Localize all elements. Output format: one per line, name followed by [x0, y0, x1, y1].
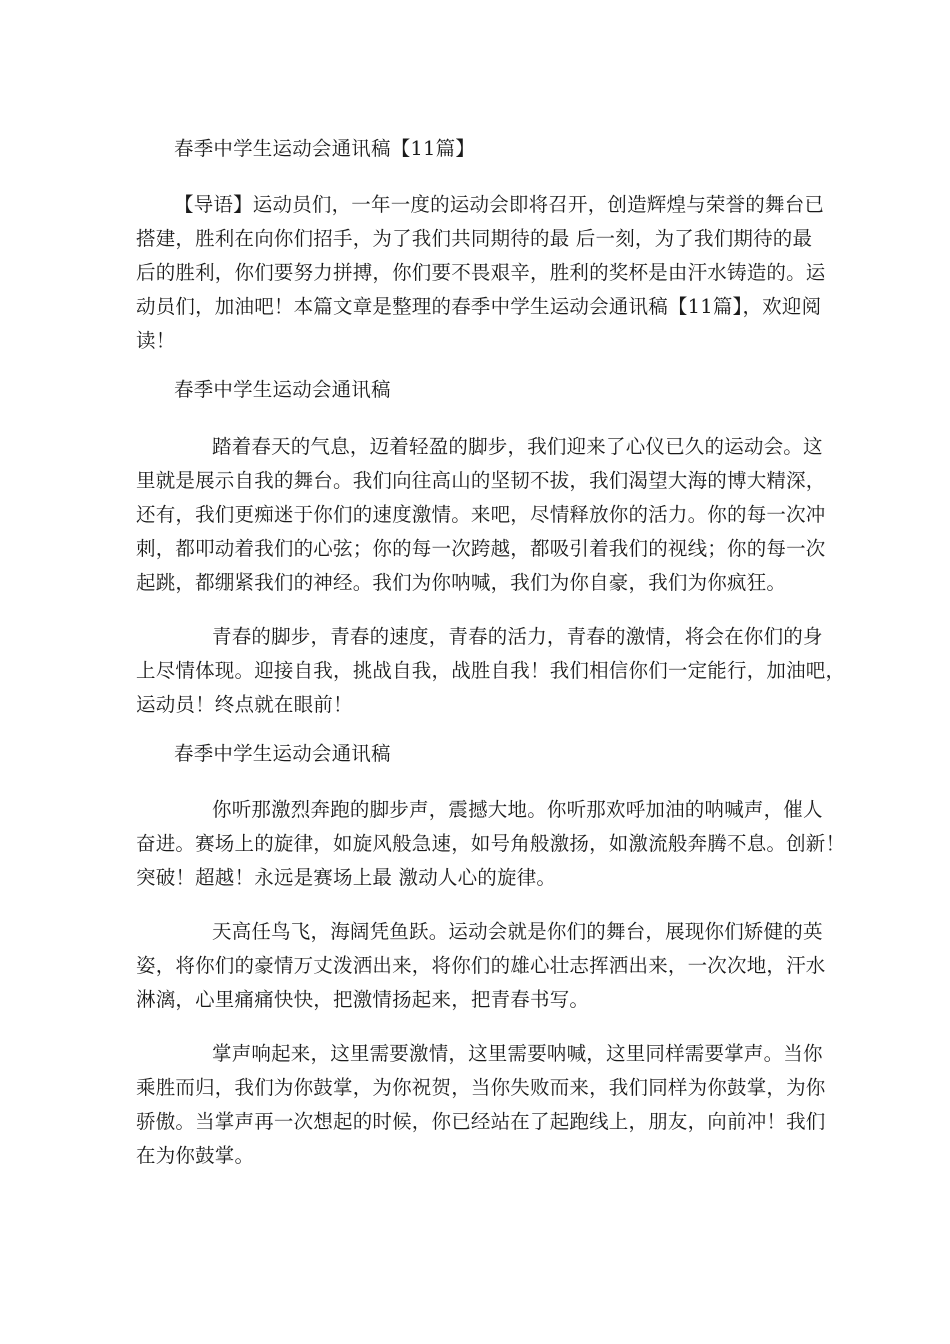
- paragraph-line: 乘胜而归，我们为你鼓掌，为你祝贺，当你失败而来，我们同样为你鼓掌，为你: [136, 1076, 826, 1099]
- document-title: 春季中学生运动会通讯稿【11篇】: [174, 137, 476, 160]
- paragraph-line: 踏着春天的气息，迈着轻盈的脚步，我们迎来了心仪已久的运动会。这: [212, 435, 823, 458]
- paragraph-line: 上尽情体现。迎接自我，挑战自我，战胜自我！我们相信你们一定能行，加油吧，: [136, 659, 846, 682]
- paragraph-line: 突破！超越！永远是赛场上最 激动人心的旋律。: [136, 866, 557, 889]
- paragraph-line: 骄傲。当掌声再一次想起的时候，你已经站在了起跑线上，朋友，向前冲！我们: [136, 1110, 826, 1133]
- paragraph-line: 姿，将你们的豪情万丈泼洒出来，将你们的雄心壮志挥洒出来，一次次地，汗水: [136, 954, 826, 977]
- paragraph-line: 起跳，都绷紧我们的神经。我们为你呐喊，我们为你自豪，我们为你疯狂。: [136, 571, 787, 594]
- paragraph-line: 奋进。赛场上的旋律，如旋风般急速，如号角般激扬，如激流般奔腾不息。创新！: [136, 832, 846, 855]
- intro-line: 【导语】运动员们，一年一度的运动会即将召开，创造辉煌与荣誉的舞台已: [174, 193, 825, 216]
- paragraph-line: 运动员！终点就在眼前！: [136, 693, 353, 716]
- paragraph-line: 还有，我们更痴迷于你们的速度激情。来吧，尽情释放你的活力。你的每一次冲: [136, 503, 826, 526]
- paragraph-line: 刺，都叩动着我们的心弦；你的每一次跨越，都吸引着我们的视线；你的每一次: [136, 537, 826, 560]
- intro-line: 后的胜利，你们要努力拼搏，你们要不畏艰辛，胜利的奖杯是由汗水铸造的。运: [136, 261, 826, 284]
- section-heading: 春季中学生运动会通讯稿: [174, 378, 391, 401]
- paragraph-line: 掌声响起来，这里需要激情，这里需要呐喊，这里同样需要掌声。当你: [212, 1042, 823, 1065]
- section-heading: 春季中学生运动会通讯稿: [174, 742, 391, 765]
- paragraph-line: 天高任鸟飞，海阔凭鱼跃。运动会就是你们的舞台，展现你们矫健的英: [212, 920, 823, 943]
- paragraph-line: 青春的脚步，青春的速度，青春的活力，青春的激情，将会在你们的身: [212, 625, 823, 648]
- paragraph-line: 在为你鼓掌。: [136, 1144, 255, 1167]
- paragraph-line: 你听那激烈奔跑的脚步声，震撼大地。你听那欢呼加油的呐喊声，催人: [212, 798, 823, 821]
- intro-line: 搭建，胜利在向你们招手，为了我们共同期待的最 后一刻，为了我们期待的最: [136, 227, 813, 250]
- paragraph-line: 里就是展示自我的舞台。我们向往高山的坚韧不拔，我们渴望大海的博大精深，: [136, 469, 826, 492]
- intro-line: 动员们，加油吧！本篇文章是整理的春季中学生运动会通讯稿【11篇】，欢迎阅: [136, 295, 822, 318]
- paragraph-line: 淋漓，心里痛痛快快，把激情扬起来，把青春书写。: [136, 988, 590, 1011]
- intro-line: 读！: [136, 329, 176, 352]
